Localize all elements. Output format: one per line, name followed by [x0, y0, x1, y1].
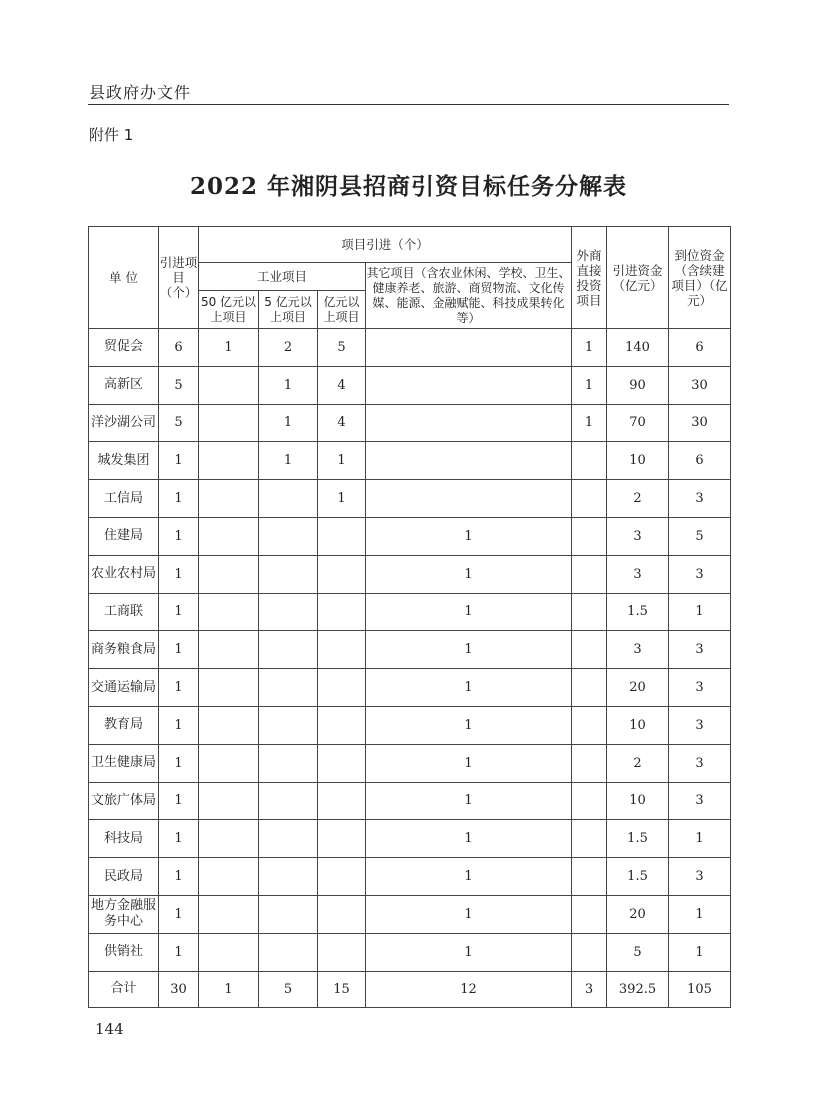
cell-50: [199, 480, 259, 518]
cell-50: [199, 669, 259, 707]
cell-other: 1: [366, 593, 572, 631]
table-row: [89, 744, 731, 782]
cell-funds: 2: [607, 744, 669, 782]
cell-1: 4: [318, 366, 366, 404]
cell-foreign: [572, 631, 607, 669]
cell-arrival: 3: [669, 555, 731, 593]
cell-projects: 6: [159, 329, 199, 367]
cell-arrival: 1: [669, 933, 731, 971]
col-header-1: 亿元以上项目: [318, 291, 366, 329]
target-task-table: [88, 226, 731, 1008]
cell-unit: 住建局: [89, 517, 159, 555]
total-50: 1: [199, 971, 259, 1007]
table-row: [89, 329, 731, 367]
cell-50: [199, 744, 259, 782]
table-row: [89, 555, 731, 593]
cell-other: 1: [366, 706, 572, 744]
cell-arrival: 3: [669, 669, 731, 707]
total-5: 5: [259, 971, 318, 1007]
col-header-projects: 引进项目（个）: [159, 227, 199, 329]
cell-arrival: 3: [669, 631, 731, 669]
cell-projects: 5: [159, 404, 199, 442]
cell-projects: 5: [159, 366, 199, 404]
cell-other: 1: [366, 517, 572, 555]
col-header-other: 其它项目（含农业休闲、学校、卫生、健康养老、旅游、商贸物流、文化传媒、能源、金融赋能、科技成果转化等）: [366, 263, 572, 329]
cell-projects: 1: [159, 669, 199, 707]
table-row: [89, 480, 731, 518]
table-row: [89, 593, 731, 631]
cell-50: [199, 933, 259, 971]
cell-1: [318, 820, 366, 858]
cell-foreign: [572, 744, 607, 782]
cell-foreign: [572, 820, 607, 858]
cell-unit: 供销社: [89, 933, 159, 971]
cell-projects: 1: [159, 517, 199, 555]
cell-5: 2: [259, 329, 318, 367]
cell-50: [199, 555, 259, 593]
cell-arrival: 3: [669, 858, 731, 896]
cell-1: 4: [318, 404, 366, 442]
cell-5: [259, 933, 318, 971]
cell-50: [199, 895, 259, 933]
cell-foreign: [572, 669, 607, 707]
cell-5: [259, 782, 318, 820]
table-row: [89, 442, 731, 480]
cell-foreign: [572, 706, 607, 744]
cell-5: [259, 895, 318, 933]
cell-50: [199, 593, 259, 631]
cell-funds: 90: [607, 366, 669, 404]
cell-unit: 交通运输局: [89, 669, 159, 707]
table-row: [89, 669, 731, 707]
cell-funds: 70: [607, 404, 669, 442]
cell-1: [318, 555, 366, 593]
cell-funds: 140: [607, 329, 669, 367]
cell-other: 1: [366, 895, 572, 933]
table-row: [89, 631, 731, 669]
cell-funds: 1.5: [607, 593, 669, 631]
col-header-50: 50 亿元以上项目: [199, 291, 259, 329]
cell-unit: 卫生健康局: [89, 744, 159, 782]
table-row: [89, 706, 731, 744]
cell-projects: 1: [159, 744, 199, 782]
cell-foreign: 1: [572, 404, 607, 442]
page-number: 144: [95, 1020, 124, 1038]
total-unit: 合计: [89, 971, 159, 1007]
cell-unit: 地方金融服务中心: [89, 895, 159, 933]
total-arrival: 105: [669, 971, 731, 1007]
cell-5: [259, 706, 318, 744]
col-header-arrival: 到位资金（含续建项目）（亿元）: [669, 227, 731, 329]
cell-5: [259, 480, 318, 518]
cell-arrival: 3: [669, 744, 731, 782]
cell-arrival: 1: [669, 820, 731, 858]
table-row: [89, 820, 731, 858]
cell-arrival: 3: [669, 782, 731, 820]
cell-foreign: [572, 593, 607, 631]
cell-5: [259, 669, 318, 707]
cell-projects: 1: [159, 895, 199, 933]
cell-funds: 1.5: [607, 858, 669, 896]
cell-1: 1: [318, 480, 366, 518]
col-header-5: 5 亿元以上项目: [259, 291, 318, 329]
cell-projects: 1: [159, 593, 199, 631]
cell-1: 1: [318, 442, 366, 480]
cell-50: [199, 404, 259, 442]
cell-1: 5: [318, 329, 366, 367]
col-header-funds: 引进资金（亿元）: [607, 227, 669, 329]
cell-foreign: [572, 782, 607, 820]
cell-50: [199, 782, 259, 820]
cell-arrival: 6: [669, 329, 731, 367]
cell-funds: 5: [607, 933, 669, 971]
cell-arrival: 1: [669, 895, 731, 933]
total-projects: 30: [159, 971, 199, 1007]
cell-other: 1: [366, 820, 572, 858]
cell-unit: 商务粮食局: [89, 631, 159, 669]
cell-funds: 10: [607, 442, 669, 480]
col-header-industrial: 工业项目: [199, 263, 366, 291]
cell-other: [366, 329, 572, 367]
table-row: [89, 933, 731, 971]
cell-arrival: 3: [669, 706, 731, 744]
table-row: [89, 366, 731, 404]
attachment-label: 附件 1: [89, 126, 134, 144]
cell-5: [259, 744, 318, 782]
cell-unit: 农业农村局: [89, 555, 159, 593]
col-header-foreign: 外商直接投资项目: [572, 227, 607, 329]
cell-unit: 工商联: [89, 593, 159, 631]
cell-unit: 工信局: [89, 480, 159, 518]
cell-funds: 20: [607, 669, 669, 707]
table-row: [89, 782, 731, 820]
cell-5: [259, 593, 318, 631]
cell-unit: 高新区: [89, 366, 159, 404]
cell-50: [199, 366, 259, 404]
cell-arrival: 5: [669, 517, 731, 555]
cell-arrival: 30: [669, 366, 731, 404]
cell-projects: 1: [159, 820, 199, 858]
cell-1: [318, 782, 366, 820]
cell-1: [318, 933, 366, 971]
total-foreign: 3: [572, 971, 607, 1007]
cell-50: [199, 631, 259, 669]
cell-foreign: [572, 933, 607, 971]
cell-other: 1: [366, 782, 572, 820]
cell-projects: 1: [159, 442, 199, 480]
total-row: [89, 971, 731, 1007]
cell-5: [259, 631, 318, 669]
cell-unit: 民政局: [89, 858, 159, 896]
cell-foreign: [572, 517, 607, 555]
cell-5: [259, 555, 318, 593]
cell-projects: 1: [159, 706, 199, 744]
cell-50: [199, 820, 259, 858]
cell-unit: 城发集团: [89, 442, 159, 480]
cell-arrival: 6: [669, 442, 731, 480]
cell-funds: 10: [607, 782, 669, 820]
total-funds: 392.5: [607, 971, 669, 1007]
cell-funds: 20: [607, 895, 669, 933]
cell-arrival: 1: [669, 593, 731, 631]
cell-5: 1: [259, 404, 318, 442]
cell-1: [318, 706, 366, 744]
cell-projects: 1: [159, 555, 199, 593]
table-row: [89, 858, 731, 896]
cell-1: [318, 593, 366, 631]
cell-foreign: [572, 480, 607, 518]
cell-funds: 1.5: [607, 820, 669, 858]
cell-foreign: 1: [572, 366, 607, 404]
cell-5: [259, 820, 318, 858]
total-1: 15: [318, 971, 366, 1007]
cell-foreign: [572, 858, 607, 896]
cell-other: 1: [366, 555, 572, 593]
cell-5: 1: [259, 366, 318, 404]
cell-foreign: [572, 442, 607, 480]
cell-50: [199, 517, 259, 555]
document-header: 县政府办文件: [89, 83, 192, 102]
page-title: 2022 年湘阴县招商引资目标任务分解表: [189, 173, 628, 200]
cell-unit: 教育局: [89, 706, 159, 744]
table-row: [89, 404, 731, 442]
col-header-project-intro: 项目引进（个）: [199, 227, 572, 263]
table-row: [89, 517, 731, 555]
cell-funds: 3: [607, 631, 669, 669]
cell-arrival: 30: [669, 404, 731, 442]
cell-foreign: [572, 555, 607, 593]
cell-projects: 1: [159, 631, 199, 669]
header-divider: [88, 104, 729, 105]
cell-5: 1: [259, 442, 318, 480]
cell-projects: 1: [159, 858, 199, 896]
cell-5: [259, 517, 318, 555]
cell-other: 1: [366, 631, 572, 669]
cell-projects: 1: [159, 782, 199, 820]
cell-unit: 贸促会: [89, 329, 159, 367]
cell-funds: 10: [607, 706, 669, 744]
cell-funds: 3: [607, 555, 669, 593]
cell-foreign: 1: [572, 329, 607, 367]
cell-other: 1: [366, 858, 572, 896]
cell-other: [366, 442, 572, 480]
cell-other: [366, 404, 572, 442]
cell-1: [318, 669, 366, 707]
total-other: 12: [366, 971, 572, 1007]
cell-unit: 文旅广体局: [89, 782, 159, 820]
cell-other: 1: [366, 669, 572, 707]
cell-1: [318, 744, 366, 782]
cell-projects: 1: [159, 933, 199, 971]
cell-1: [318, 895, 366, 933]
cell-foreign: [572, 895, 607, 933]
cell-funds: 2: [607, 480, 669, 518]
cell-50: [199, 706, 259, 744]
table-row: [89, 895, 731, 933]
cell-50: [199, 442, 259, 480]
cell-arrival: 3: [669, 480, 731, 518]
cell-other: [366, 366, 572, 404]
cell-50: 1: [199, 329, 259, 367]
cell-funds: 3: [607, 517, 669, 555]
cell-unit: 洋沙湖公司: [89, 404, 159, 442]
cell-50: [199, 858, 259, 896]
cell-1: [318, 858, 366, 896]
cell-5: [259, 858, 318, 896]
cell-other: [366, 480, 572, 518]
cell-other: 1: [366, 933, 572, 971]
cell-other: 1: [366, 744, 572, 782]
cell-1: [318, 631, 366, 669]
cell-projects: 1: [159, 480, 199, 518]
cell-1: [318, 517, 366, 555]
cell-unit: 科技局: [89, 820, 159, 858]
col-header-unit: 单 位: [89, 227, 159, 329]
